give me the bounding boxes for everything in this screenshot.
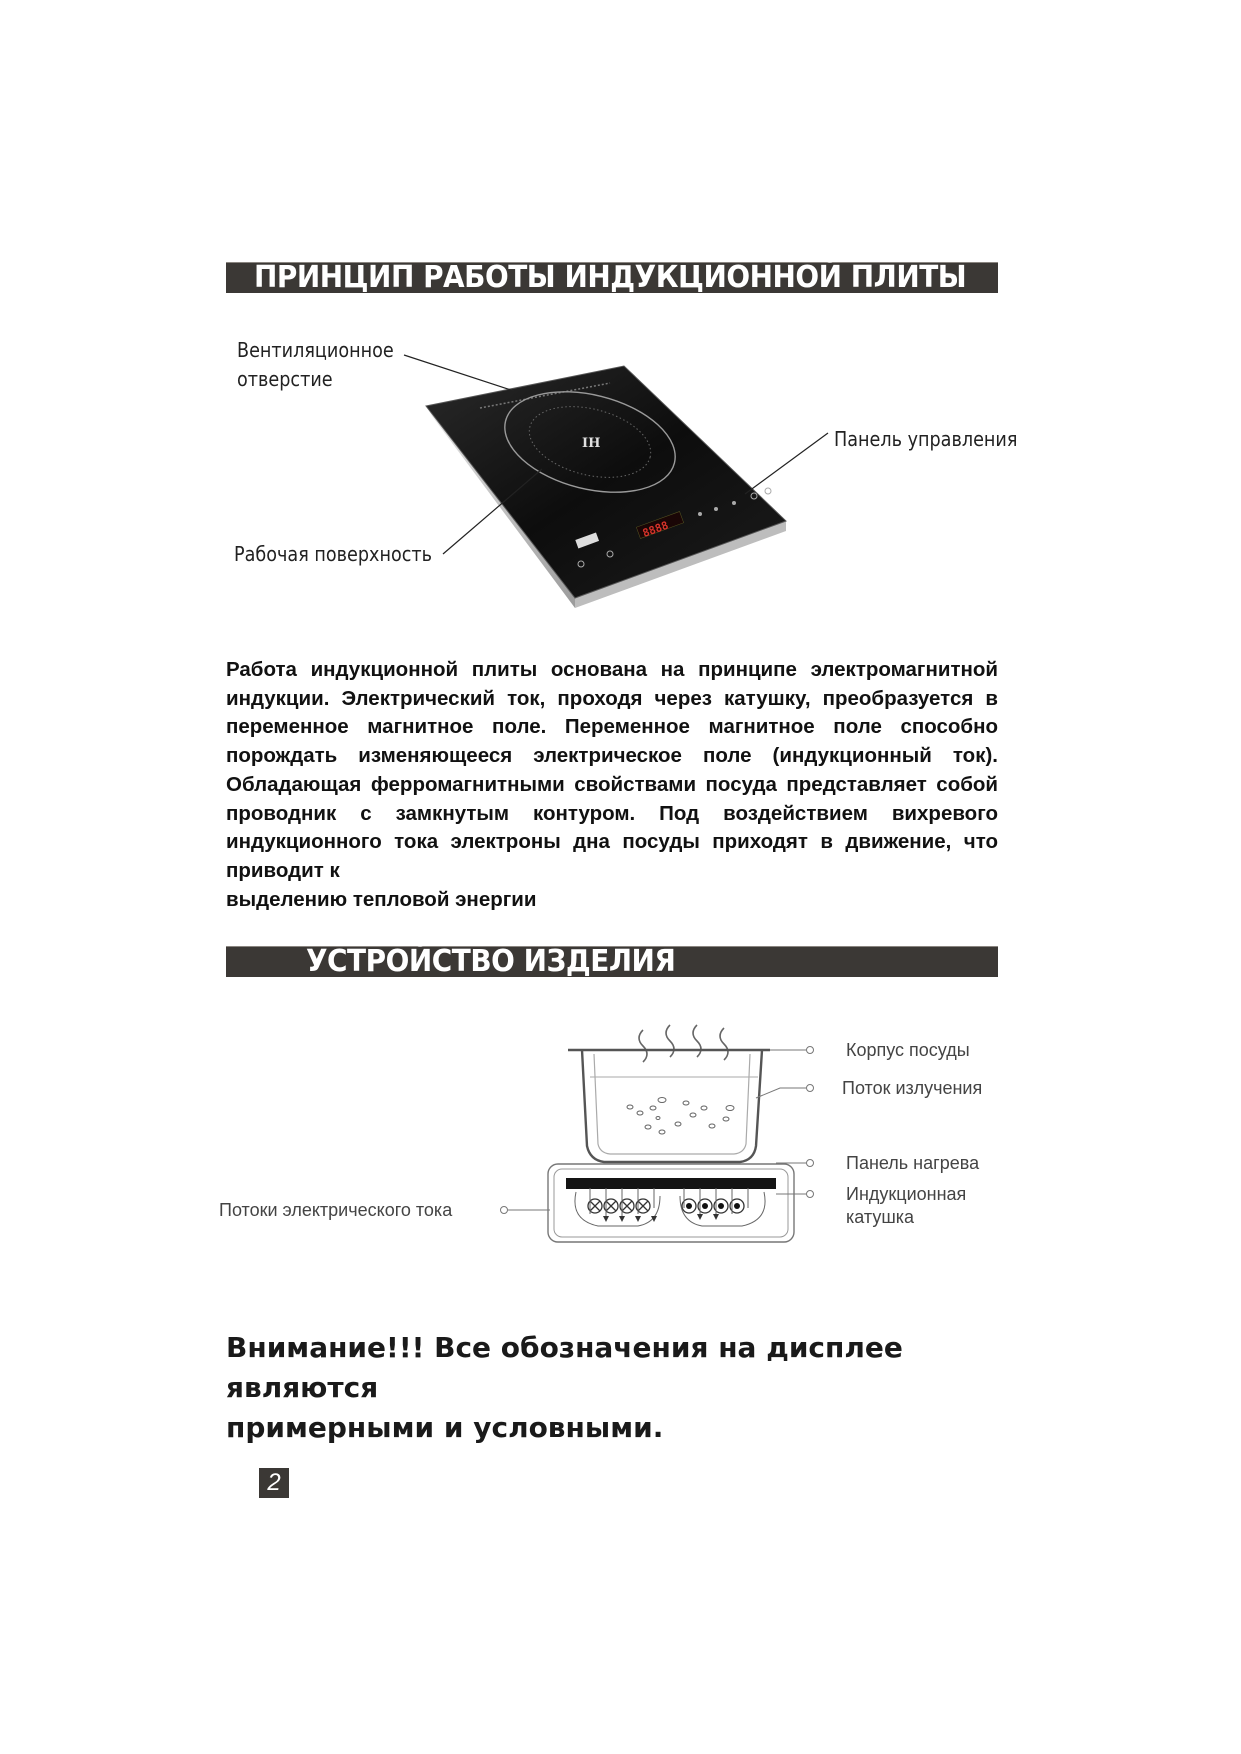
section-header-device	[226, 946, 998, 977]
vent-leader-line	[404, 355, 514, 391]
hob-glass-top	[426, 366, 786, 598]
steam-lines	[639, 1025, 728, 1062]
warning-line2: примерными и условными.	[226, 1411, 664, 1444]
coil-right	[682, 1199, 744, 1213]
warning-line1: Внимание!!! Все обозначения на дисплее являются	[226, 1331, 903, 1404]
induction-hob-illustration	[220, 330, 1040, 620]
hob-logo: IH	[582, 436, 601, 451]
heating-panel	[566, 1178, 776, 1189]
page-number: 2	[259, 1468, 289, 1498]
current-flows-label: Потоки электрического тока	[219, 1200, 453, 1220]
radiation-flow-label: Поток излучения	[842, 1078, 983, 1098]
coil-label-line1: Индукционная	[846, 1184, 967, 1204]
coil-label-line2: катушка	[846, 1207, 915, 1227]
section-title: УСТРОЙСТВО ИЗДЕЛИЯ	[306, 944, 676, 979]
description-text-last: выделению тепловой энергии	[226, 887, 537, 911]
base-casing-outer	[548, 1164, 794, 1242]
current-flows-leader	[498, 1200, 558, 1220]
control-panel-label: Панель управления	[834, 427, 1018, 451]
section-header-principle	[226, 262, 998, 293]
heating-panel-label: Панель нагрева	[846, 1153, 980, 1173]
vent-label-line2: отверстие	[237, 367, 333, 391]
display-warning	[226, 1328, 1046, 1448]
display-digits: 8888	[640, 518, 671, 540]
vent-label-line1: Вентиляционное	[237, 338, 394, 362]
work-surface-label: Рабочая поверхность	[234, 542, 433, 566]
description-paragraph	[226, 656, 998, 914]
control-panel-leader-line	[745, 433, 828, 494]
coil-left	[588, 1199, 650, 1213]
section-title: ПРИНЦИП РАБОТЫ ИНДУКЦИОННОЙ ПЛИТЫ	[254, 260, 967, 295]
description-text: Работа индукционной плиты основана на принципе электромагнитной индукции. Электрический ток, проходя через катушку, преобразуется в переменное магнитное поле. Переменное магнитное поле способно порождать изменяющееся электрическое поле (индукционный ток). Обладающая ферромагнитными свойствами посуда представляет собой проводник с замкнутым контуром. Под воздействием вихревого индукционного тока электроны дна посуды приходят в движение, что приводит к	[226, 658, 998, 882]
pot-body-label: Корпус посуды	[846, 1040, 970, 1060]
